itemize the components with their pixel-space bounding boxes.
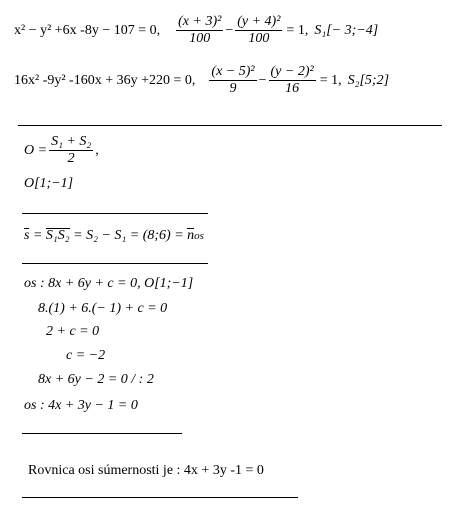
equation-2-rhs: = 1, [319, 72, 342, 88]
equation-2-general: 16x² -9y² -160x + 36y +220 = 0, [14, 72, 196, 88]
equation-2-num-x: (x − 5)² [211, 64, 255, 79]
midpoint-fraction [49, 134, 93, 167]
step-1: os : 8x + 6y + c = 0, O[1;−1] [24, 276, 194, 291]
midpoint-lhs: O = [24, 142, 48, 158]
equation-2-fraction-x [209, 64, 256, 97]
equation-1-minus: − [225, 22, 234, 38]
divider-2 [22, 213, 208, 214]
equation-2-den-x: 9 [229, 81, 237, 96]
divider-4 [22, 433, 182, 434]
midpoint-den: 2 [67, 151, 75, 166]
equation-1-rhs: = 1, [286, 22, 309, 38]
vector-s1s2: S₁S₂ [45, 228, 70, 243]
equation-1-fraction-x [176, 14, 223, 47]
divider-1 [18, 125, 442, 126]
equation-1-fraction-y [235, 14, 282, 47]
step-5: 8x + 6y − 2 = 0 / : 2 [38, 372, 154, 387]
midpoint-result: O[1;−1] [24, 176, 74, 191]
vector-subscript-os: os [194, 230, 204, 242]
divider-3 [22, 263, 208, 264]
equation-1-den-x: 100 [189, 31, 211, 46]
equation-2-fraction-y [269, 64, 316, 97]
divider-5 [22, 497, 298, 498]
vector-n: n [187, 228, 195, 243]
equation-1-row [14, 14, 378, 47]
step-6: os : 4x + 3y − 1 = 0 [24, 398, 138, 413]
direction-vector [24, 228, 204, 244]
step-3: 2 + c = 0 [46, 324, 100, 339]
equation-2-num-y: (y − 2)² [270, 64, 314, 79]
equation-1-num-y: (y + 4)² [237, 14, 281, 29]
equation-2-center: S₂[5;2] [347, 72, 390, 88]
conclusion: Rovnica osi súmernosti je : 4x + 3y -1 = 0 [28, 463, 264, 478]
equation-2-minus: − [258, 72, 267, 88]
midpoint-num: S₁ + S₂ [51, 134, 92, 149]
vector-rest: = S₂ − S₁ = (8;6) = [69, 228, 188, 243]
midpoint-tail: , [95, 142, 99, 158]
equation-2-row [14, 64, 389, 97]
vector-eq: = [29, 228, 46, 243]
midpoint-formula [24, 134, 99, 167]
equation-2-den-y: 16 [285, 81, 300, 96]
step-2: 8.(1) + 6.(− 1) + c = 0 [38, 301, 168, 316]
vector-s: s [24, 228, 30, 243]
equation-1-num-x: (x + 3)² [178, 14, 222, 29]
equation-1-general: x² − y² +6x -8y − 107 = 0, [14, 22, 161, 38]
equation-1-center: S₁[− 3;−4] [314, 22, 379, 38]
step-4: c = −2 [66, 348, 106, 363]
equation-1-den-y: 100 [248, 31, 270, 46]
